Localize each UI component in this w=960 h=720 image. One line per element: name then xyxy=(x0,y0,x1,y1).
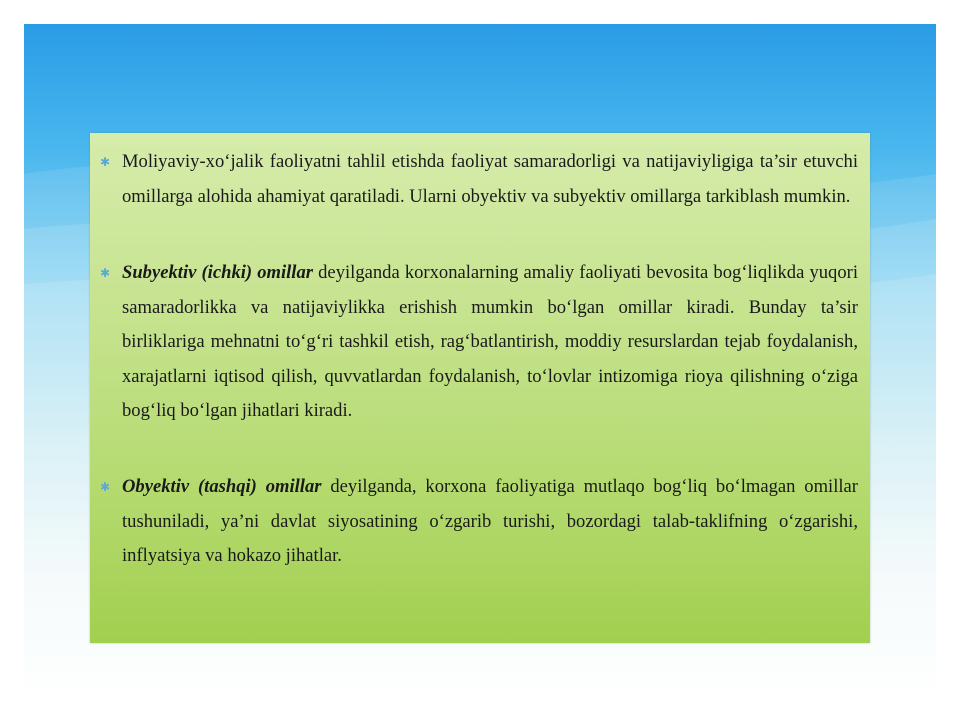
paragraph-2-text: deyilganda korxonalarning amaliy faoliyati bevosita bog‘liqlikda yuqori samaradorlikka va natijaviylikka erishish mumkin bo‘lgan omillar kiradi. Bunday ta’sir birliklariga mehnatni to‘g‘ri tashkil etish, rag‘batlantirish, moddiy resurslardan tejab foydalanish, xarajatlarni iqtisod qilish, quvvatlardan foydalanish, to‘lovlar intizomiga rioya qilishning o‘ziga bog‘liq bo‘lgan jihatlari kiradi. xyxy=(122,262,858,421)
content-box xyxy=(90,133,870,643)
asterisk-icon: ✱ xyxy=(99,155,111,169)
paragraph-2 xyxy=(99,256,858,429)
term-objective: Obyektiv (tashqi) omillar xyxy=(122,476,322,497)
asterisk-icon: ✱ xyxy=(99,480,111,494)
paragraph-3 xyxy=(99,470,858,574)
slide-background xyxy=(24,24,936,696)
asterisk-icon: ✱ xyxy=(99,266,111,280)
paragraph-3-text: deyilganda, korxona faoliyatiga mutlaqo bog‘liq bo‘lmagan omillar tushuniladi, ya’ni davlat siyosatining o‘zgarib turishi, bozordagi talab-taklifning o‘zgarishi, inflyatsiya va hokazo jihatlar. xyxy=(122,476,858,566)
paragraph-1-text: Moliyaviy-xo‘jalik faoliyatni tahlil etishda faoliyat samaradorligi va natijaviyligiga ta’sir etuvchi omillarga alohida ahamiyat qaratiladi. Ularni obyektiv va subyektiv omillarga tarkiblash mumkin. xyxy=(122,151,858,207)
paragraph-1 xyxy=(99,145,858,214)
term-subjective: Subyektiv (ichki) omillar xyxy=(122,262,314,283)
